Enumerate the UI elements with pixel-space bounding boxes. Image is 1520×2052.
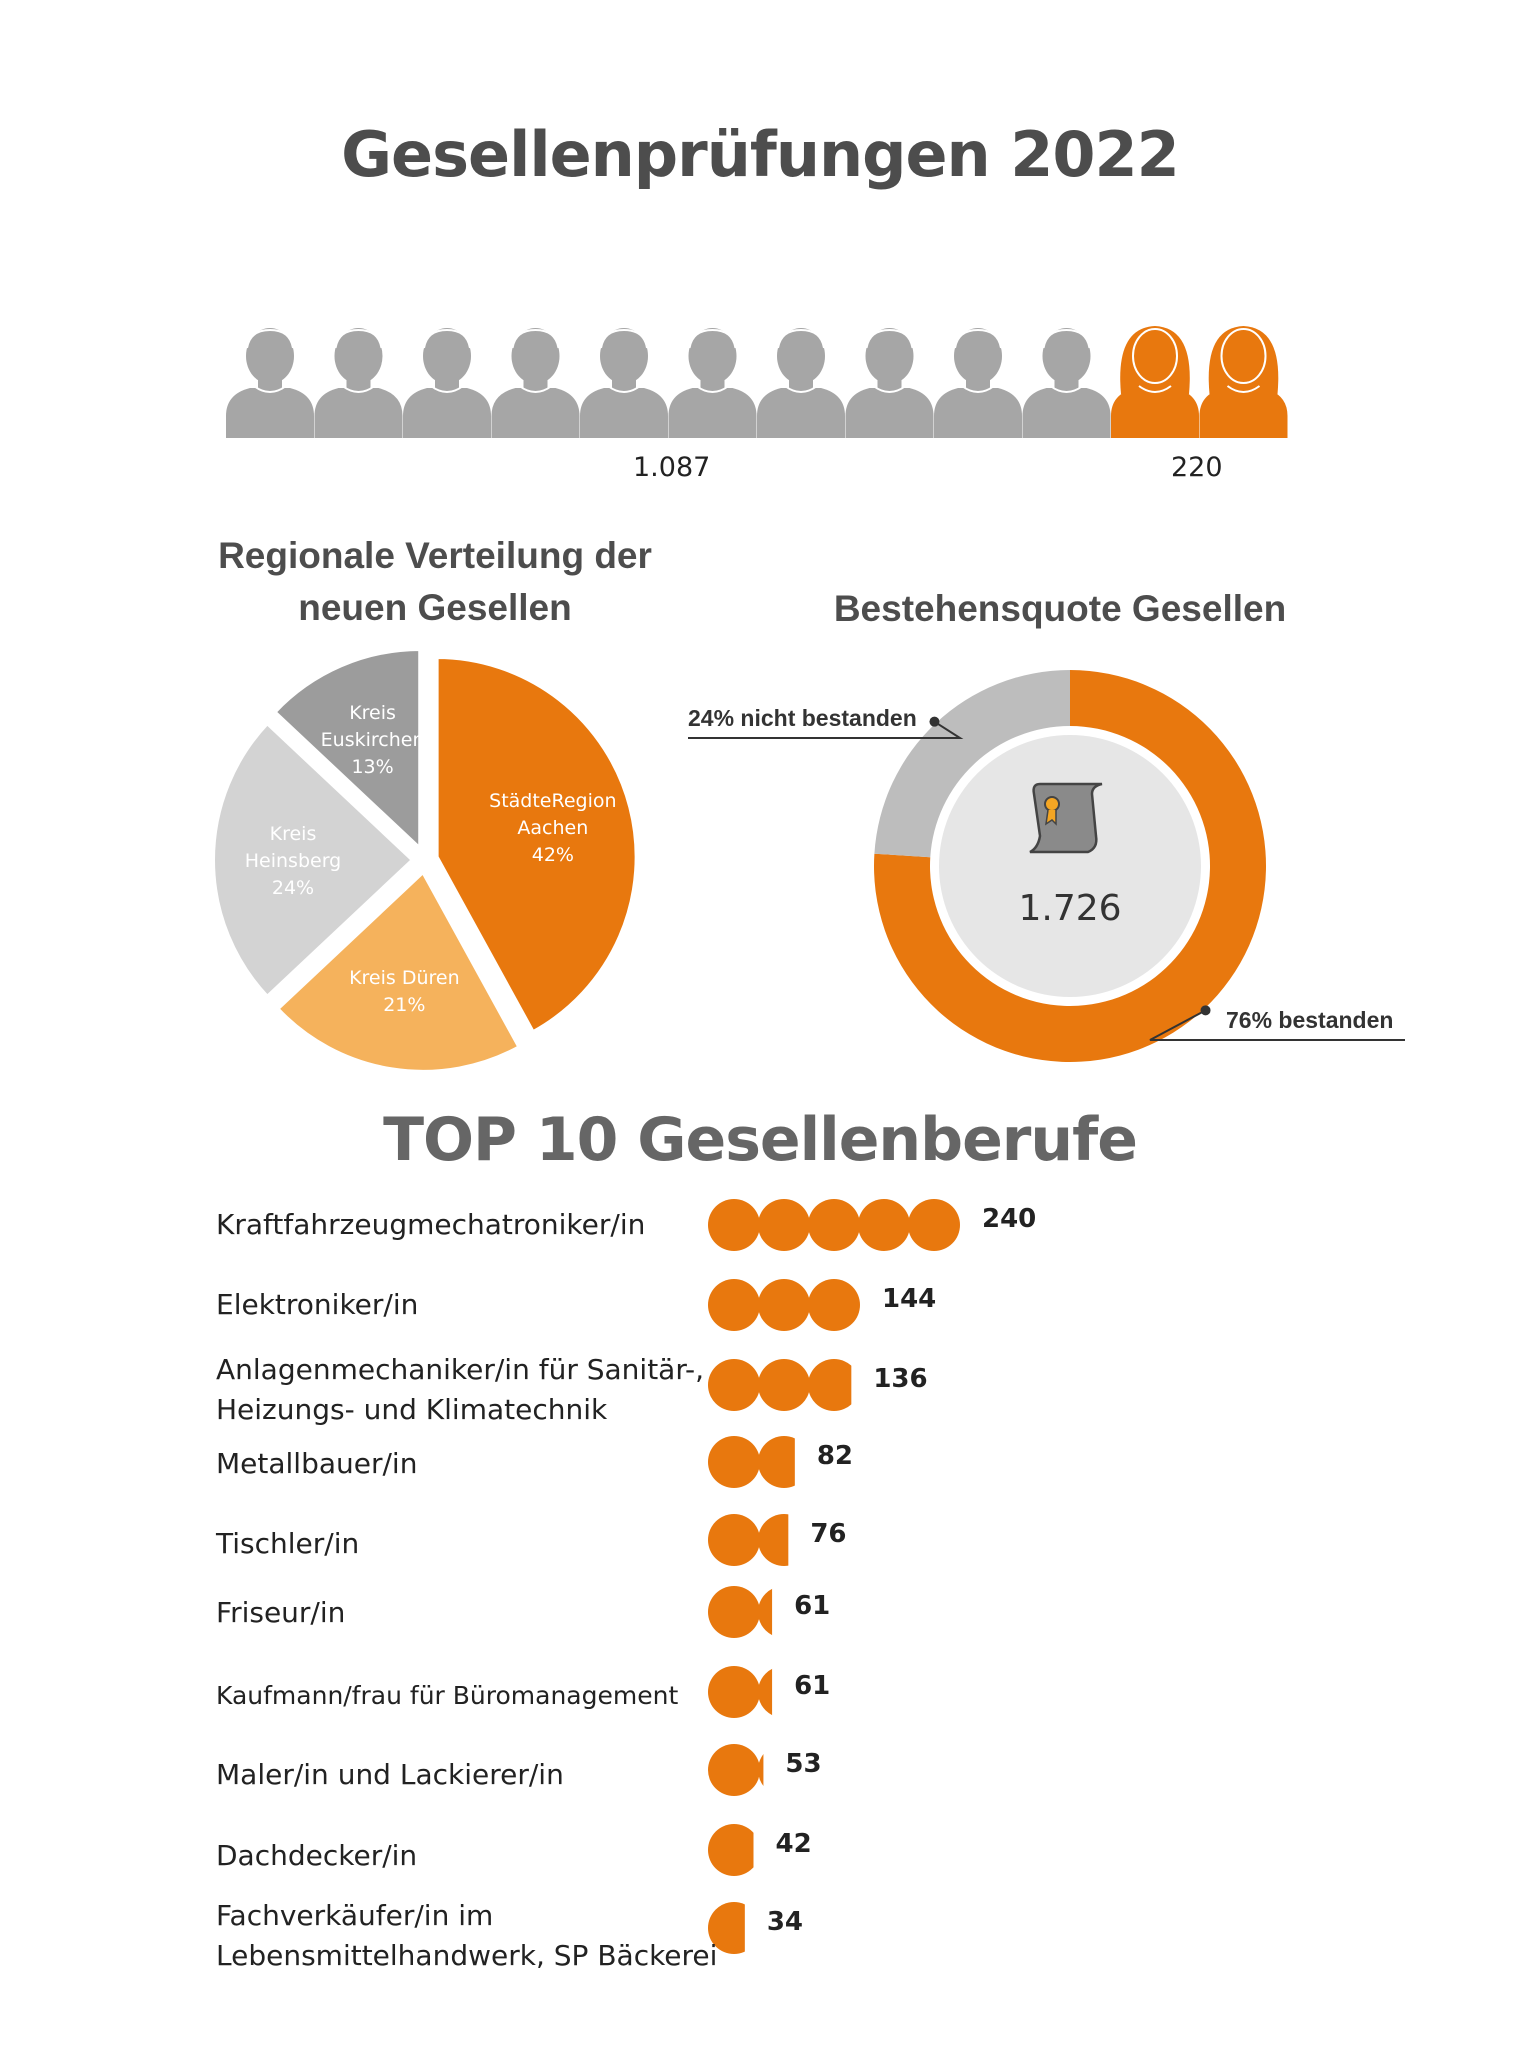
bar-category-label: Metallbauer/in (216, 1447, 418, 1480)
bar-category-label: Elektroniker/in (216, 1288, 419, 1321)
bar-category-label: Kraftfahrzeugmechatroniker/in (216, 1208, 646, 1241)
pass-rate-chart-title: Bestehensquote Gesellen (833, 588, 1287, 629)
bar-value-label: 76 (810, 1519, 847, 1549)
pie-slice-label: Kreis Düren 21% (349, 966, 460, 1016)
donut-segment-label: 24% nicht bestanden (688, 705, 917, 731)
bar-value-label: 240 (982, 1204, 1037, 1234)
bar-value-label: 61 (794, 1591, 831, 1621)
bar (708, 1514, 810, 1566)
donut-segment-label: 76% bestanden (1226, 1007, 1394, 1033)
bar-category-label: Dachdecker/in (216, 1839, 418, 1872)
male-count: 1.087 (633, 452, 711, 483)
bar (708, 1436, 810, 1488)
bar-value-label: 144 (882, 1284, 937, 1314)
bar (708, 1199, 960, 1251)
bar-category-label: Maler/in und Lackierer/in (216, 1758, 564, 1791)
regional-chart-title: Regionale Verteilung der neuen Gesellen (218, 535, 652, 628)
bar-category-label: Fachverkäufer/in im Lebensmittelhandwerk, SP Bäckerei (216, 1899, 718, 1972)
bar-value-label: 61 (794, 1671, 831, 1701)
bar (708, 1279, 860, 1331)
bar-category-label: Tischler/in (216, 1527, 360, 1560)
donut-center-value: 1.726 (1018, 888, 1122, 929)
pie-slice-label: Kreis Heinsberg 24% (244, 823, 342, 899)
bar-value-label: 53 (785, 1749, 822, 1779)
pie-slice-label: StädteRegion Aachen 42% (489, 790, 617, 867)
top10-title: TOP 10 Gesellenberufe (383, 1105, 1137, 1175)
bar-category-label: Friseur/in (216, 1596, 346, 1629)
bar-category-label: Anlagenmechaniker/in für Sanitär-, Heizungs- und Klimatechnik (216, 1353, 705, 1426)
bar-value-label: 136 (873, 1364, 928, 1394)
bar-value-label: 82 (816, 1441, 854, 1471)
pie-slice-label: Kreis Euskirchen 13% (320, 701, 425, 778)
bar (708, 1359, 860, 1411)
female-count: 220 (1171, 452, 1223, 483)
bar-value-label: 42 (775, 1829, 812, 1859)
page-title: Gesellenprüfungen 2022 (341, 118, 1179, 191)
bar (708, 1824, 760, 1876)
bar-value-label: 34 (766, 1907, 804, 1937)
bar-category-label: Kaufmann/frau für Büromanagement (216, 1681, 679, 1710)
